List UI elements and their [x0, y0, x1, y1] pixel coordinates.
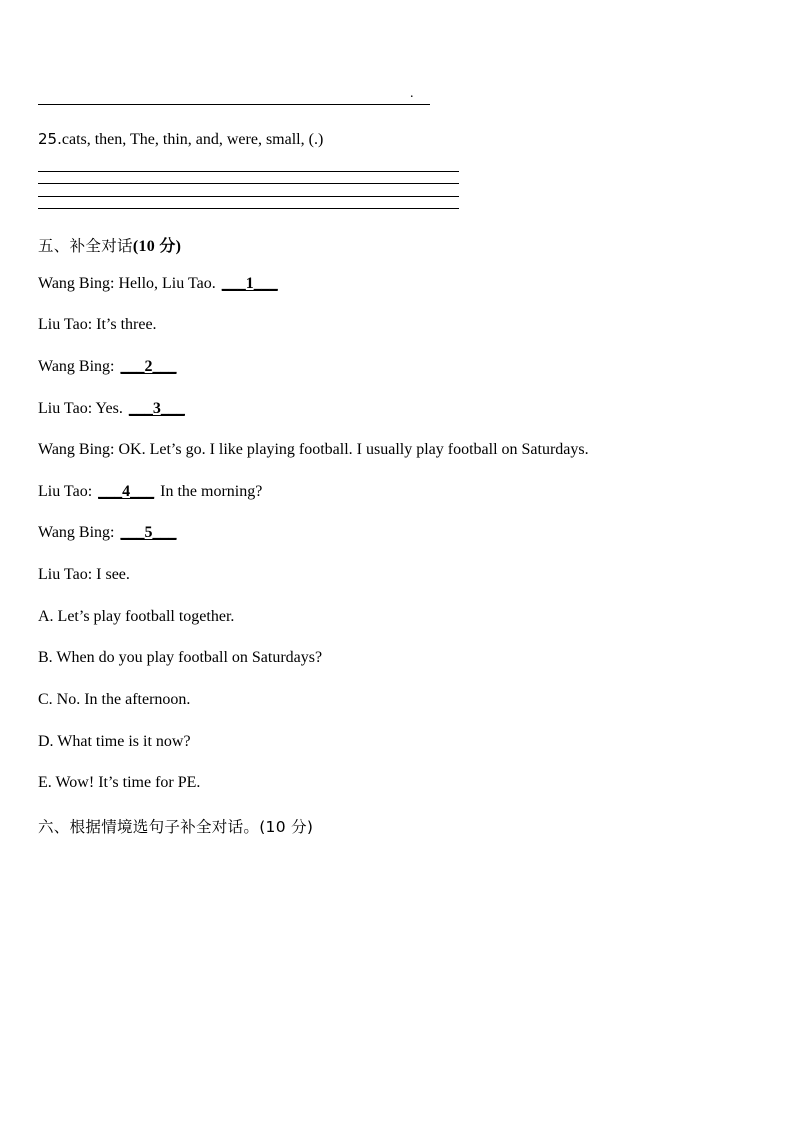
dialogue-line-8	[38, 566, 130, 584]
question-number: 25.	[38, 130, 62, 148]
blank-3: ___3___	[128, 400, 185, 417]
option-d: D. What time is it now?	[38, 733, 191, 750]
option-b: B. When do you play football on Saturdays?	[38, 649, 323, 666]
option-c: C. No. In the afternoon.	[38, 691, 191, 708]
blank-2: ___2___	[120, 358, 177, 375]
question-words: cats, then, The, thin, and, were, small, (.)	[61, 131, 324, 148]
dialogue-text: Wang Bing: OK. Let’s go. I like playing football. I usually play football on Saturdays.	[38, 441, 589, 458]
dialogue-line-4	[38, 400, 187, 418]
option-a: A. Let’s play football together.	[38, 608, 235, 625]
answer-line-25-3	[38, 196, 459, 197]
dialogue-line-2	[38, 316, 157, 334]
dialogue-text: Liu Tao:	[38, 483, 97, 500]
dialogue-line-7	[38, 524, 178, 542]
blank-1: ___1___	[221, 275, 278, 292]
question-25	[38, 130, 323, 149]
answer-line-25-2	[38, 183, 459, 184]
dialogue-text: Liu Tao: It’s three.	[38, 316, 157, 333]
answer-line-period: .	[410, 86, 414, 101]
dialogue-text: Wang Bing:	[38, 524, 119, 541]
blank-5: ___5___	[120, 524, 177, 541]
dialogue-line-1	[38, 275, 280, 293]
section-6-heading: 六、根据情境选句子补全对话。(10 分)	[38, 818, 314, 836]
answer-line-25-4	[38, 208, 459, 209]
section-5-score: (10 分)	[132, 238, 182, 255]
dialogue-line-6	[38, 483, 262, 501]
section-5-heading	[38, 233, 181, 256]
blank-4: ___4___	[98, 483, 155, 500]
answer-line-24	[38, 104, 430, 105]
dialogue-text-after: In the morning?	[156, 483, 263, 500]
section-5-title: 五、补全对话	[38, 237, 133, 255]
dialogue-text: Wang Bing: Hello, Liu Tao.	[38, 275, 220, 292]
dialogue-line-3	[38, 358, 178, 376]
dialogue-text: Liu Tao: I see.	[38, 566, 130, 583]
option-e: E. Wow! It’s time for PE.	[38, 774, 201, 791]
answer-line-25-1	[38, 171, 459, 172]
dialogue-text: Wang Bing:	[38, 358, 119, 375]
dialogue-text: Liu Tao: Yes.	[38, 400, 127, 417]
dialogue-line-5	[38, 441, 589, 459]
